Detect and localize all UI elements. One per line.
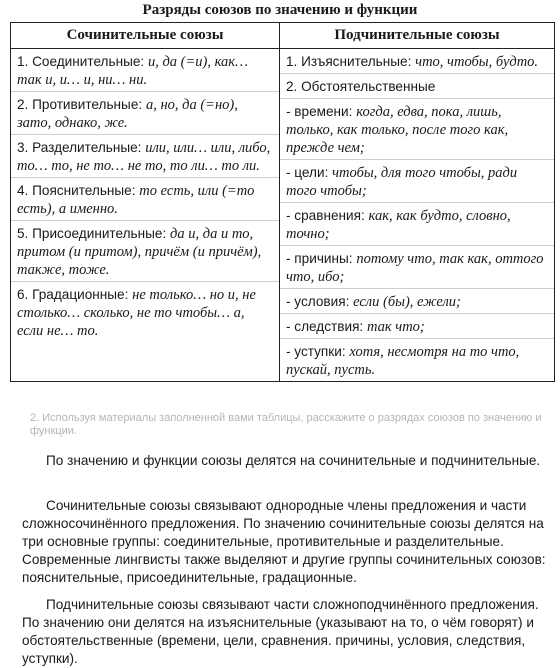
conjunctions-table (10, 22, 555, 382)
list-item (11, 135, 279, 178)
item-label: - цели: (286, 165, 333, 180)
item-examples: так что; (366, 319, 425, 335)
subordinating-column (280, 49, 555, 382)
item-label: 1. Соединительные: (17, 54, 148, 69)
item-examples: а, но, да (=но), зато, однако, же. (17, 97, 238, 131)
list-item (280, 339, 554, 381)
task-text: 2. Используя материалы заполненной вами таблицы, расскажите о разрядах союзов по значению и функции. (30, 412, 542, 437)
table-title: Разряды союзов по значению и функции (142, 2, 418, 18)
list-item (11, 221, 279, 282)
item-examples: да и, да и то, притом (и притом), причём (и причём), также, тоже. (17, 226, 262, 278)
paragraph: Подчинительные союзы связывают части сложноподчинённого предложения. По значению они делятся на изъяснительные (указывают на то, о чём говорят) и обстоятельственные (времени, цели, сравнения. причины, условия, следствия, уступки). (22, 597, 539, 666)
list-item (280, 99, 554, 160)
list-item (280, 160, 554, 203)
item-examples: как, как будто, словно, точно; (286, 208, 511, 242)
list-item (280, 203, 554, 246)
list-item (280, 49, 554, 74)
header-coordinating: Сочинительные союзы (11, 23, 280, 49)
item-label: 6. Градационные: (17, 287, 133, 302)
item-examples: что, чтобы, будто. (415, 54, 539, 70)
paragraph: По значению и функции союзы делятся на сочинительные и подчинительные. (46, 453, 541, 468)
item-label: - времени: (286, 104, 357, 119)
paragraph: Сочинительные союзы связывают однородные члены предложения и части сложносочинённого предложения. По значению сочинительные союзы делятся на три основные группы: соединительные, противительные и разделительные. Современные лингвисты также выделяют и другие группы сочинительных союзов: пояснительные, присоединительные, градационные. (22, 498, 546, 585)
item-examples: если (бы), ежели; (353, 294, 461, 310)
list-item (280, 246, 554, 289)
list-item (280, 314, 554, 339)
item-label: 4. Пояснительные: (17, 183, 140, 198)
list-item (280, 289, 554, 314)
item-examples: или, или… или, либо, то… то, не то… не то, то ли… то ли. (17, 140, 271, 174)
list-item (11, 49, 279, 92)
item-label: - уступки: (286, 344, 350, 359)
item-label: - причины: (286, 251, 357, 266)
item-examples: хотя, несмотря на то что, пускай, пусть. (286, 344, 520, 378)
list-item (11, 178, 279, 221)
item-examples: когда, едва, пока, лишь, только, как только, после того как, прежде чем; (286, 104, 509, 156)
item-examples: то есть, или (=то есть), а именно. (17, 183, 255, 217)
item-label: 2. Противительные: (17, 97, 146, 112)
item-label: 5. Присоединительные: (17, 226, 171, 241)
item-label: - условия: (286, 294, 354, 309)
item-label: 3. Разделительные: (17, 140, 146, 155)
item-examples: чтобы, для того чтобы, ради того чтобы; (286, 165, 518, 199)
list-item (11, 92, 279, 135)
item-label: 1. Изъяснительные: (286, 54, 416, 69)
item-examples: потому что, так как, оттого что, ибо; (286, 251, 544, 285)
list-item (11, 282, 279, 342)
item-examples: не только… но и, не столько… сколько, не то чтобы… а, если не… то. (17, 287, 256, 339)
item-label: - следствия: (286, 319, 367, 334)
item-examples: и, да (=и), как… так и, и… и, ни… ни. (17, 54, 248, 88)
list-item (280, 74, 554, 99)
header-subordinating: Подчинительные союзы (280, 23, 555, 49)
coordinating-column (11, 49, 280, 382)
item-label: - сравнения: (286, 208, 369, 223)
item-label: 2. Обстоятельственные (286, 79, 436, 94)
